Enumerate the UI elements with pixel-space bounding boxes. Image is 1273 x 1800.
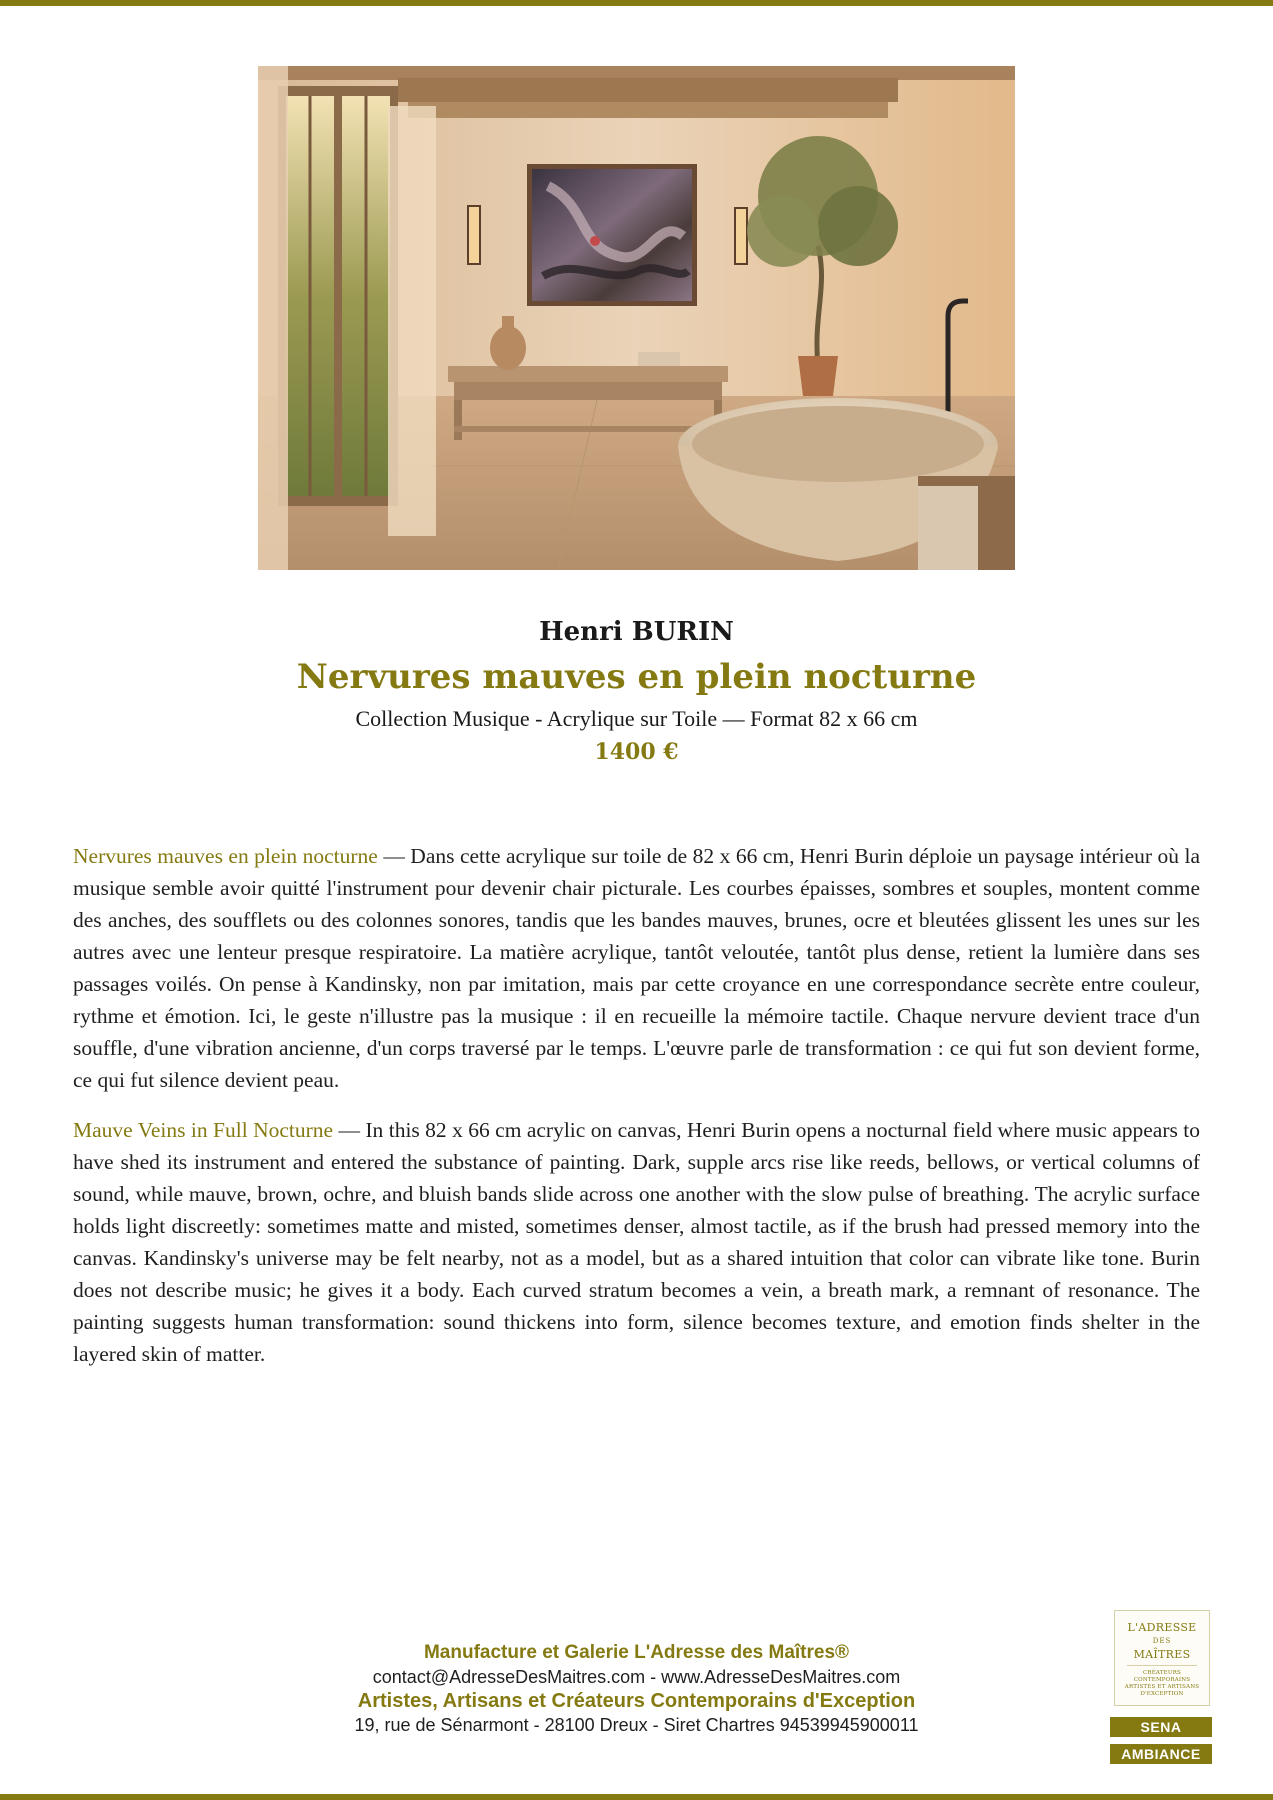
artwork-header	[0, 612, 1273, 768]
description-english-lead: Mauve Veins in Full Nocturne	[73, 1118, 334, 1142]
artwork-details: Collection Musique - Acrylique sur Toile — Format 82 x 66 cm	[355, 706, 918, 731]
ambiance-badge: AMBIANCE	[1110, 1744, 1212, 1764]
artwork-title: Nervures mauves en plein nocturne	[296, 657, 977, 697]
description-french-lead: Nervures mauves en plein nocturne	[73, 844, 378, 868]
description-french	[73, 840, 1200, 1096]
gallery-tagline: Artistes, Artisans et Créateurs Contemporains d'Exception	[357, 1690, 916, 1712]
logo-line-3: MAÎTRES	[1133, 1648, 1191, 1661]
description-french-text: — Dans cette acrylique sur toile de 82 x 66 cm, Henri Burin déploie un paysage intérieur où la musique semble avoir quitté l'instrument pour devenir chair picturale. Les courbes épaisses, sombres et souples, montent comme des anches, des soufflets ou des colonnes sonores, tandis que les bandes mauves, brunes, ocre et bleutées glissent les unes sur les autres avec une lenteur presque respiratoire. La matière acrylique, tantôt veloutée, tantôt plus dense, retient la lumière dans ses passages voilés. On pense à Kandinsky, non par imitation, mais par cette croyance en une correspondance secrète entre couleur, rythme et émotion. Ici, le geste n'illustre pas la musique : il en recueille la mémoire tactile. Chaque nervure devient trace d'un souffle, d'une vibration ancienne, d'un corps traversé par le temps. L'œuvre parle de transformation : ce qui fut son devient forme, ce qui fut silence devient peau.	[73, 844, 1200, 1092]
artwork-room-photo	[258, 66, 1015, 570]
description-english-text: — In this 82 x 66 cm acrylic on canvas, Henri Burin opens a nocturnal field where music appears to have shed its instrument and entered the substance of painting. Dark, supple arcs rise like reeds, bellows, or vertical columns of sound, while mauve, brown, ochre, and bluish bands slide across one another with the slow pulse of breathing. The acrylic surface holds light discreetly: sometimes matte and misted, sometimes denser, almost tactile, as if the brush had pressed memory into the canvas. Kandinsky's universe may be felt nearby, not as a model, but as a shared intuition that color can vibrate like tone. Burin does not describe music; he gives it a body. Each curved stratum becomes a vein, a breath mark, a remnant of resonance. The painting suggests human transformation: sound thickens into form, silence becomes texture, and emotion finds shelter in the layered skin of matter.	[73, 1118, 1200, 1366]
bottom-accent-bar	[0, 1794, 1273, 1800]
logo-line-1: L'ADRESSE	[1127, 1621, 1197, 1634]
description-english	[73, 1114, 1200, 1370]
artwork-description	[73, 840, 1200, 1388]
sena-badge: SENA	[1110, 1717, 1212, 1737]
top-accent-bar	[0, 0, 1273, 6]
logo-line-2: DES	[1152, 1637, 1172, 1645]
logo-line-4: CRÉATEURS CONTEMPORAINS ARTISTES ET ARTISANS D'EXCEPTION	[1124, 1670, 1200, 1697]
gallery-name: Manufacture et Galerie L'Adresse des Maîtres®	[423, 1642, 850, 1663]
gallery-contact[interactable]: contact@AdresseDesMaitres.com - www.AdresseDesMaitres.com	[372, 1667, 901, 1687]
gallery-footer	[0, 1641, 1273, 1737]
gallery-logo	[1114, 1610, 1210, 1706]
logo-divider	[1127, 1665, 1197, 1666]
artwork-price: 1400 €	[594, 739, 679, 765]
artist-name: Henri BURIN	[539, 617, 734, 647]
gallery-address: 19, rue de Sénarmont - 28100 Dreux - Siret Chartres 94539945900011	[354, 1715, 919, 1735]
